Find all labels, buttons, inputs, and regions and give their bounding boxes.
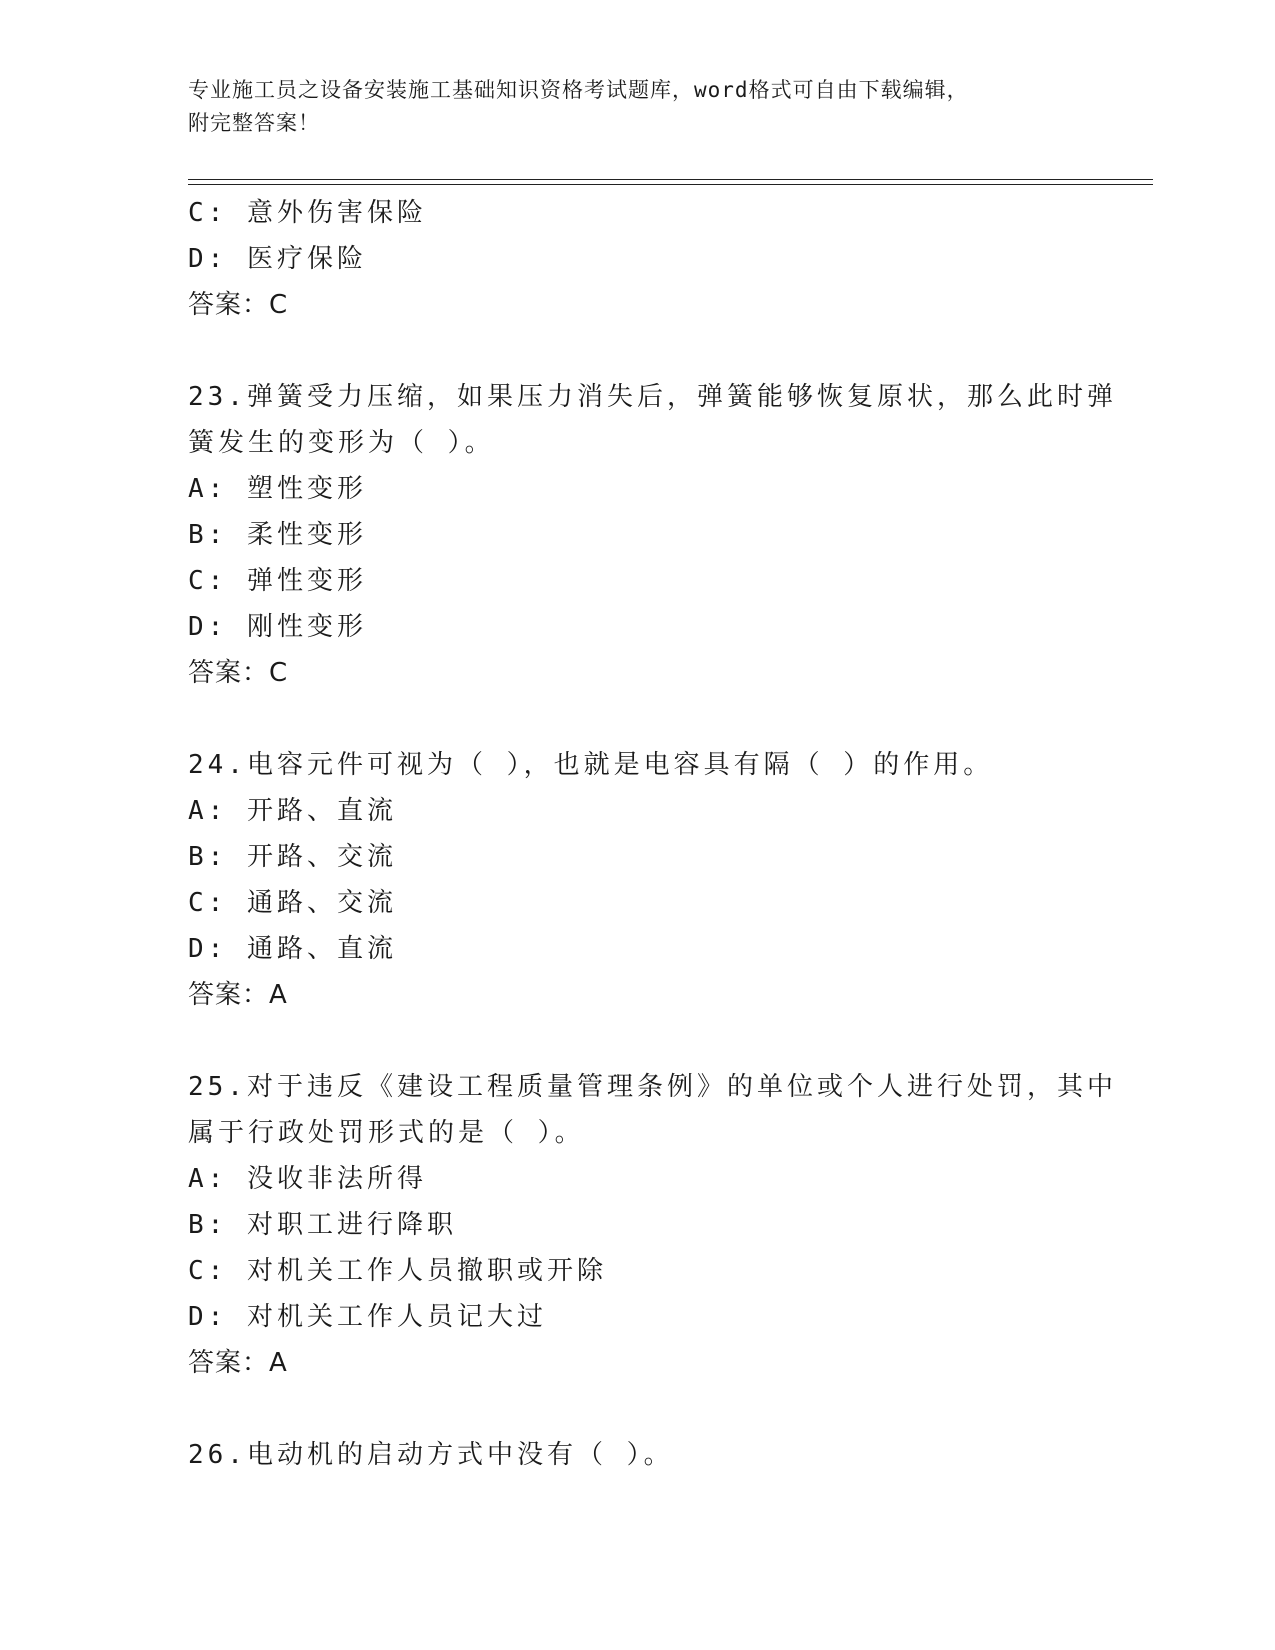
header-line-2: 附完整答案！ <box>188 111 320 135</box>
question-stem: 23.弹簧受力压缩，如果压力消失后，弹簧能够恢复原状，那么此时弹 <box>188 382 1117 412</box>
spacer <box>188 696 1088 742</box>
header-rule-bottom <box>188 184 1153 185</box>
answer-line: 答案：A <box>188 1348 288 1378</box>
option-b: B: 开路、交流 <box>188 842 397 872</box>
answer-line: 答案：C <box>188 658 289 688</box>
document-header <box>188 74 1088 140</box>
question-stem: 24.电容元件可视为（ ），也就是电容具有隔（ ）的作用。 <box>188 750 994 780</box>
option-a: A: 塑性变形 <box>188 474 367 504</box>
option-a: A: 没收非法所得 <box>188 1164 427 1194</box>
question-stem: 26.电动机的启动方式中没有（ ）。 <box>188 1440 674 1470</box>
option-d: D: 通路、直流 <box>188 934 397 964</box>
option-c: C: 通路、交流 <box>188 888 397 918</box>
spacer <box>188 328 1088 374</box>
answer-line: 答案：C <box>188 290 289 320</box>
question-stem: 25.对于违反《建设工程质量管理条例》的单位或个人进行处罚，其中 <box>188 1072 1117 1102</box>
option-c: C: 弹性变形 <box>188 566 367 596</box>
option-b: B: 柔性变形 <box>188 520 367 550</box>
option-d: D: 医疗保险 <box>188 244 367 274</box>
header-line-1: 专业施工员之设备安装施工基础知识资格考试题库，word格式可自由下载编辑， <box>188 78 969 102</box>
option-c: C: 对机关工作人员撤职或开除 <box>188 1256 607 1286</box>
spacer <box>188 1018 1088 1064</box>
header-rule-top <box>188 179 1153 180</box>
question-stem-continued: 簧发生的变形为（ ）。 <box>188 428 495 458</box>
option-c: C: 意外伤害保险 <box>188 198 427 228</box>
option-d: D: 对机关工作人员记大过 <box>188 1302 547 1332</box>
question-stem-continued: 属于行政处罚形式的是（ ）。 <box>188 1118 585 1148</box>
spacer <box>188 1386 1088 1432</box>
option-d: D: 刚性变形 <box>188 612 367 642</box>
option-a: A: 开路、直流 <box>188 796 397 826</box>
answer-line: 答案：A <box>188 980 288 1010</box>
option-b: B: 对职工进行降职 <box>188 1210 457 1240</box>
question-list <box>188 190 1117 1478</box>
